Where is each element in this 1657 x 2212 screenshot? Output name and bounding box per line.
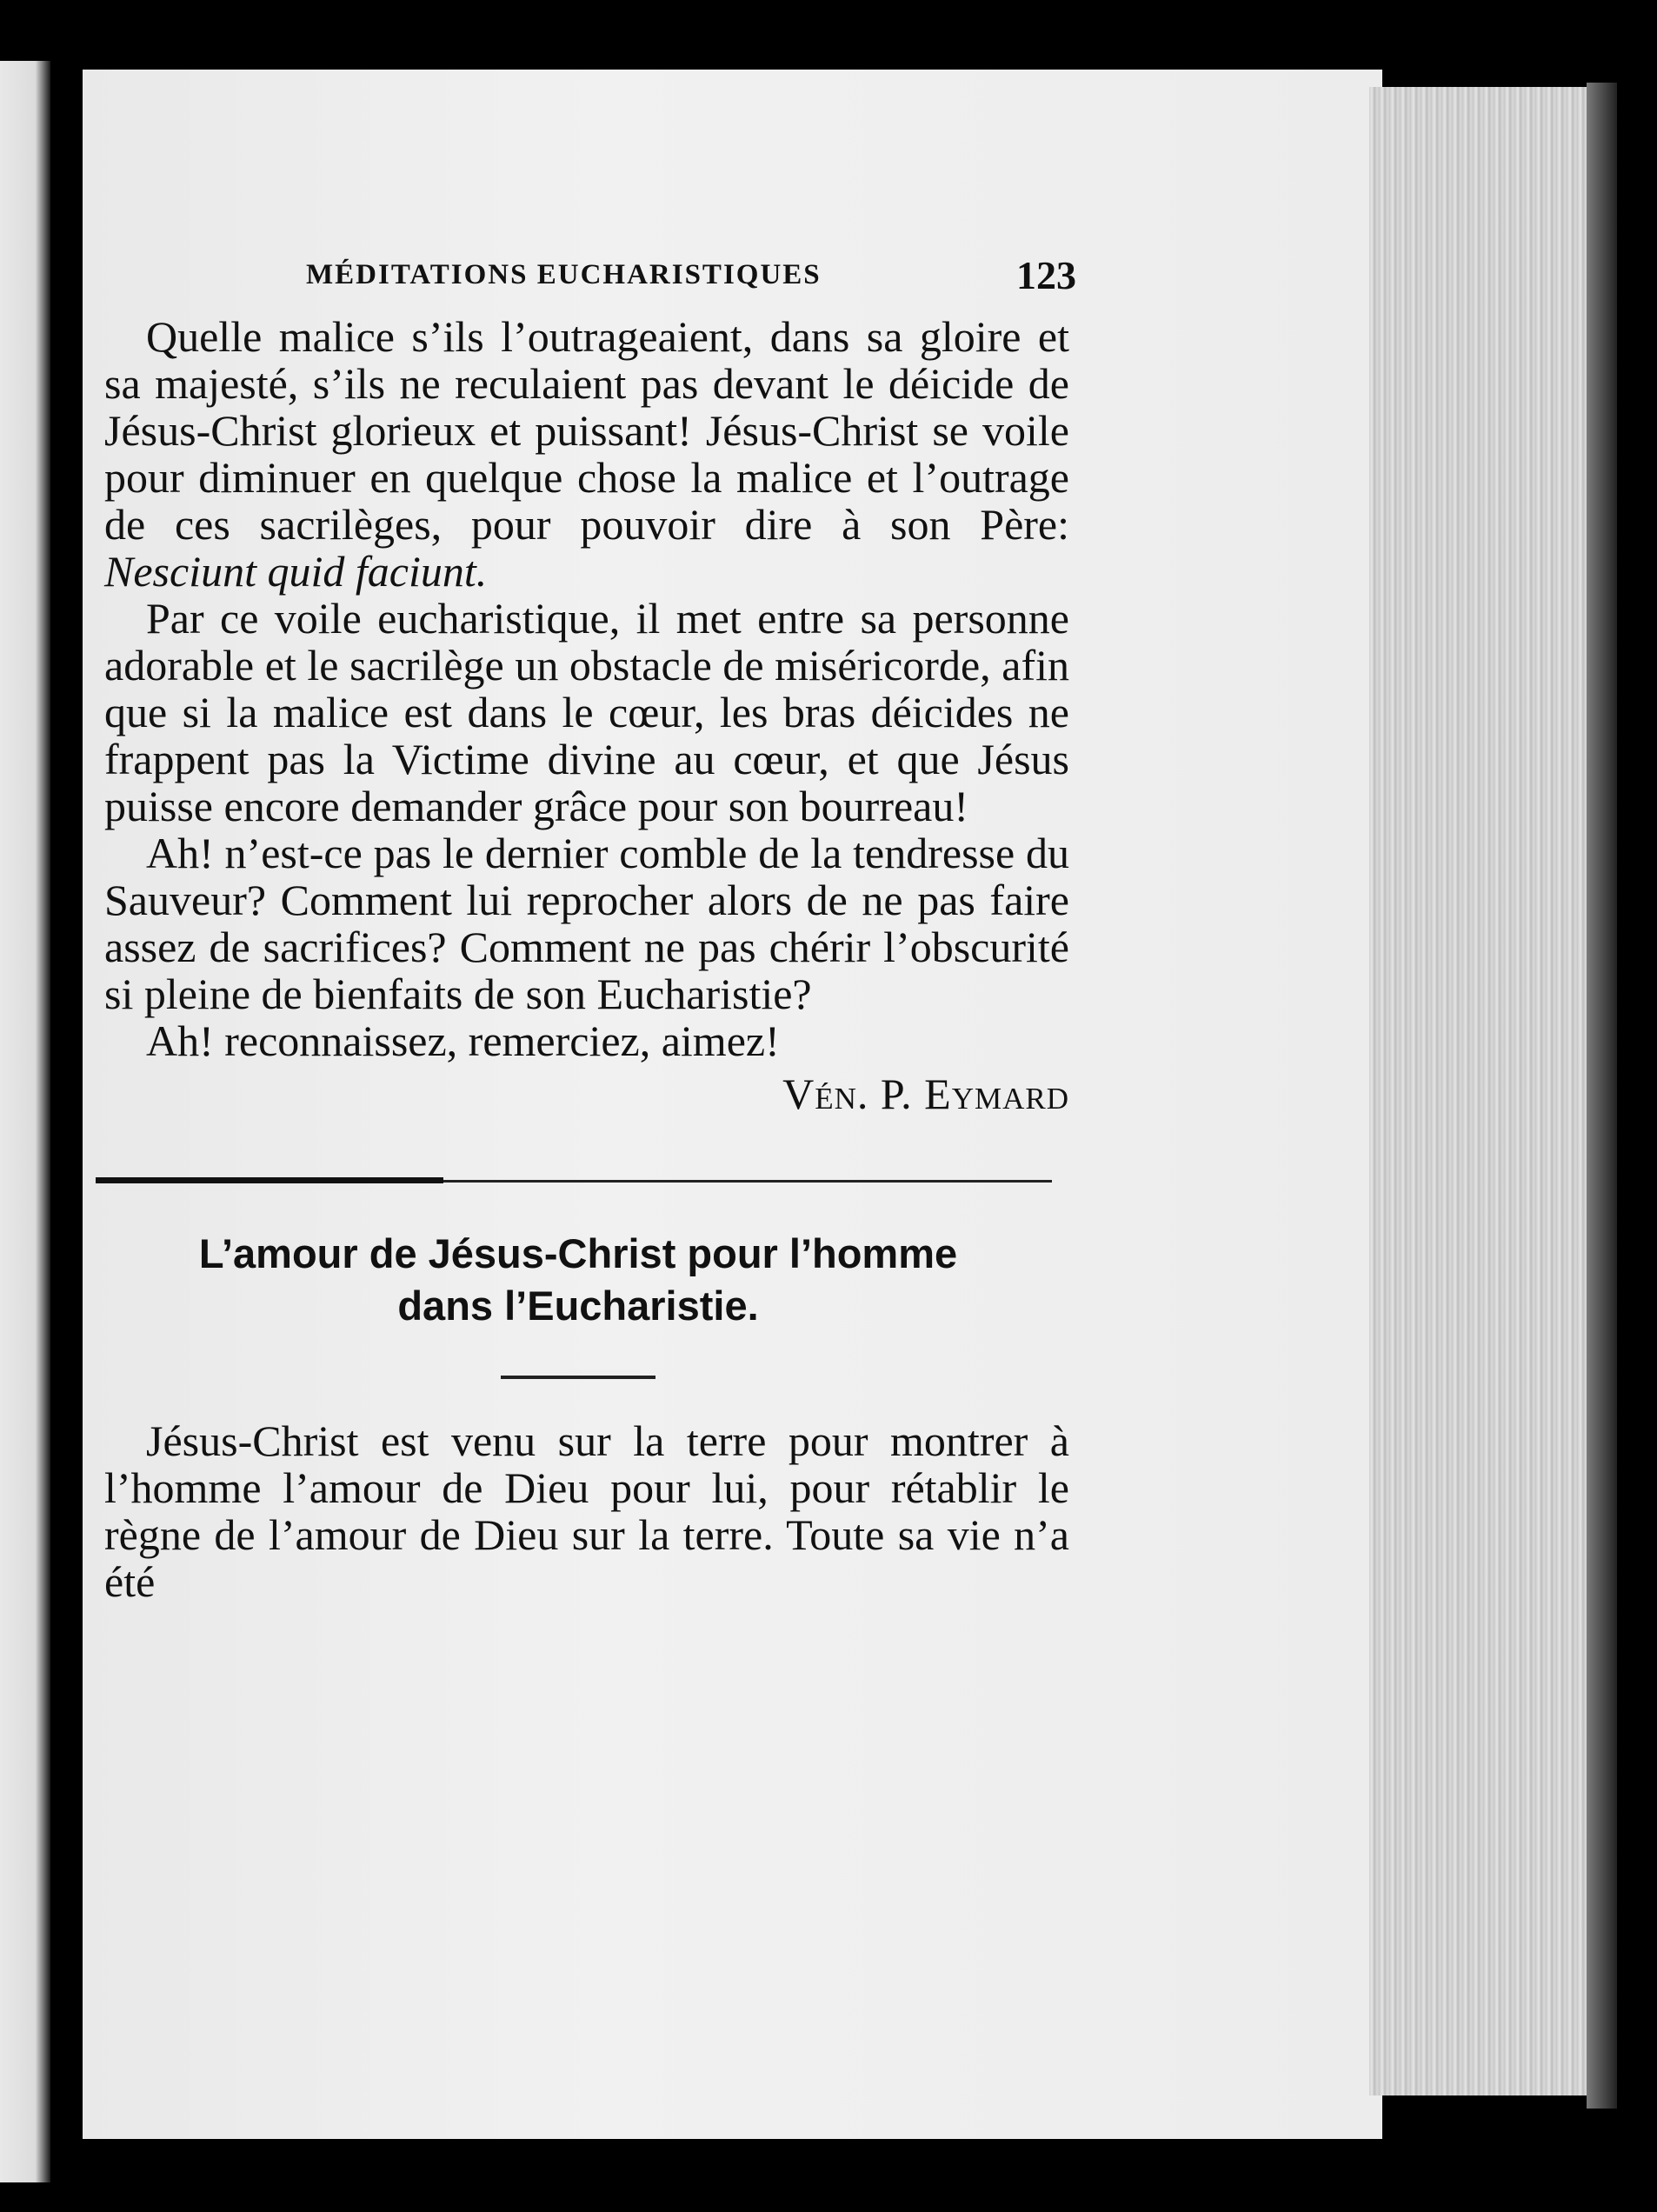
running-head	[104, 252, 1076, 313]
book-spine-shadow	[1587, 83, 1617, 2109]
paragraph: Jésus-Christ est venu sur la terre pour montrer à l’homme l’amour de Dieu pour lui, pour rétablir le règne de l’amour de Dieu sur la terre. Toute sa vie n’a été	[104, 1416, 1069, 1606]
paragraph-text: Quelle malice s’ils l’outrageaient, dans sa gloire et sa majesté, s’ils ne reculaient pas devant le déicide de Jésus-Christ glorieux et puissant! Jésus-Christ se voile pour diminuer en quelque chose la malice et l’outrage de ces sacrilèges, pour pouvoir dire à son Père:	[104, 312, 1069, 549]
page-content	[104, 252, 1076, 1606]
paragraph: Ah! n’est-ce pas le dernier comble de la tendresse du Sauveur? Comment lui reprocher alors de ne pas faire assez de sacrifices? Comment ne pas chérir l’obscurité si pleine de bienfaits de son Eucharistie?	[104, 829, 1069, 1018]
divider-thin-segment	[443, 1180, 1052, 1183]
page-stack-edge	[1369, 87, 1587, 2095]
section-heading	[87, 1228, 1069, 1332]
page-number: 123	[1016, 253, 1076, 297]
author-signature: Vén. P. Eymard	[782, 1069, 1069, 1118]
running-title: MÉDITATIONS EUCHARISTIQUES	[306, 259, 822, 290]
latin-quote: Nesciunt quid faciunt.	[104, 547, 488, 596]
heading-underline	[501, 1376, 655, 1379]
facing-page-edge	[0, 61, 50, 2182]
section-heading-line-1: L’amour de Jésus-Christ pour l’homme	[198, 1230, 958, 1276]
paragraph: Par ce voile eucharistique, il met entre sa personne adorable et le sacrilège un obstacle de miséricorde, afin que si la malice est dans le cœur, les bras déicides ne frappent pas la Victime divine au cœur, et que Jésus puisse encore demander grâce pour son bourreau!	[104, 594, 1069, 830]
section-heading-line-2: dans l’Eucharistie.	[397, 1283, 759, 1329]
section-divider	[96, 1177, 1069, 1184]
paragraph: Ah! reconnaissez, remerciez, aimez!	[146, 1016, 780, 1065]
paragraph	[104, 313, 1069, 595]
divider-thick-segment	[96, 1177, 443, 1183]
